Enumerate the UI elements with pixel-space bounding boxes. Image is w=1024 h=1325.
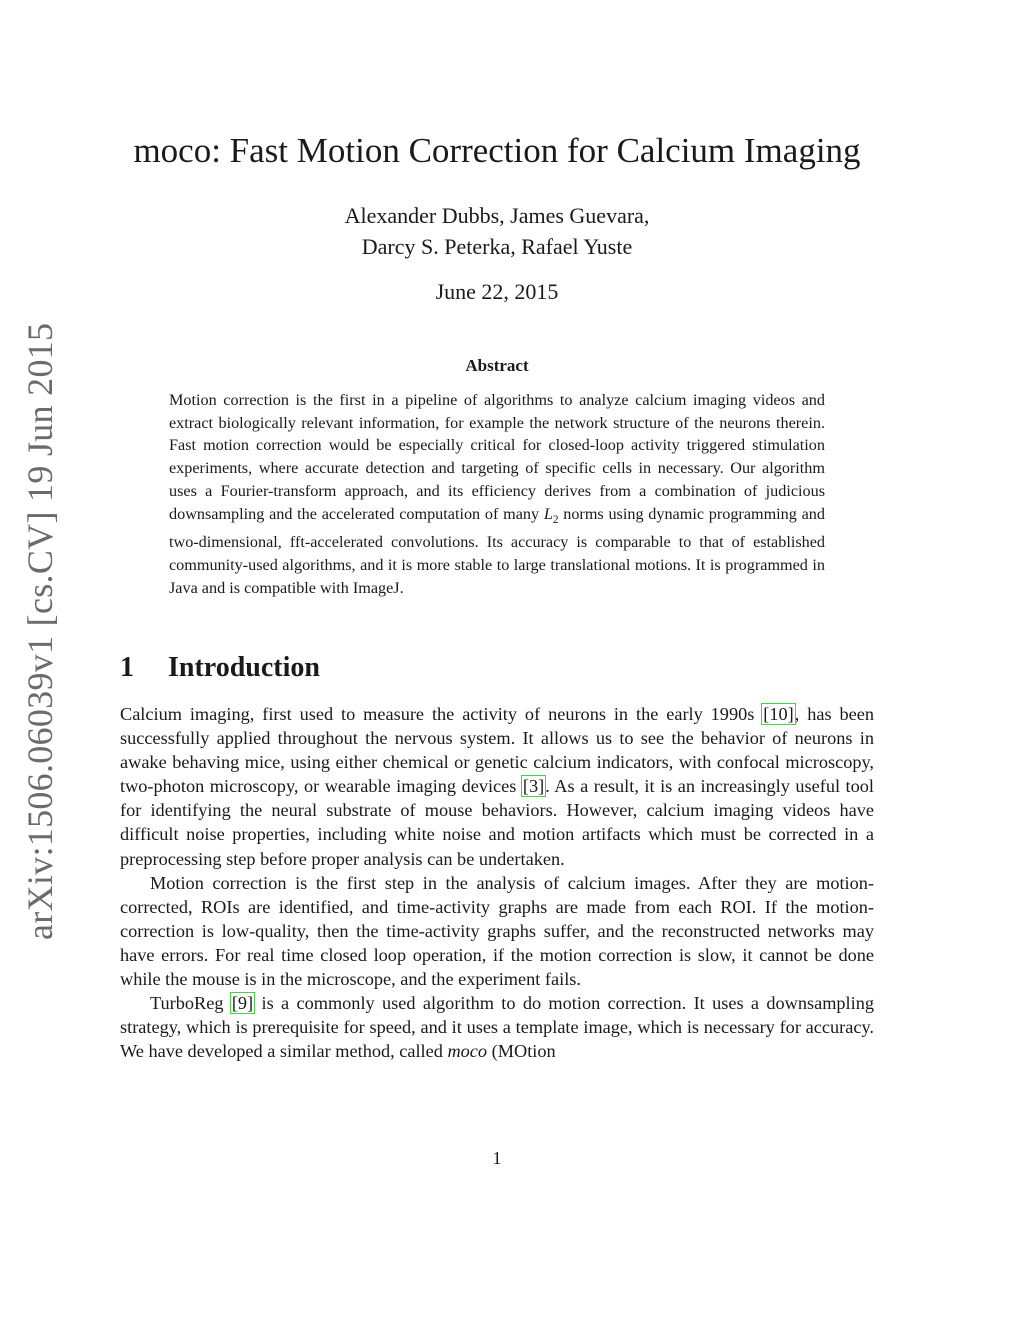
abstract-text-part-b: norms using dynamic programming and two-dimensional, fft-accelerated convolutions. Its accuracy is comparable to that of established community-used algorithms, and it is more stable to large translational motions. It is programmed in Java and is compatible with ImageJ. [169, 504, 825, 597]
citation-link-9[interactable]: [9] [231, 993, 254, 1014]
citation-link-3[interactable]: [3] [522, 776, 545, 797]
introduction-body [120, 702, 874, 1063]
section-number: 1 [120, 652, 134, 683]
abstract-text-part-a: Motion correction is the first in a pipeline of algorithms to analyze calcium imaging videos and extract biologically relevant information, for example the network structure of the neurons therein. Fast motion correction would be especially critical for closed-loop activity triggered stimulation experiments, where accurate detection and targeting of specific cells in necessary. Our algorithm uses a Fourier-transform approach, and its efficiency derives from a combination of judicious downsampling and the accelerated computation of many [169, 391, 825, 523]
l2-norm-symbol: $L_2$ [543, 504, 559, 526]
authors-line-1: Alexander Dubbs, James Guevara, [344, 203, 650, 228]
paragraph-2: Motion correction is the first step in the analysis of calcium images. After they are motion-corrected, ROIs are identified, and time-activity graphs are made from each ROI. If the motion-correction is low-quality, then the time-activity graphs suffer, and the reconstructed networks may have errors. For real time closed loop operation, if the motion correction is slow, it cannot be done while the mouse is in the microscope, and the experiment fails. [120, 872, 874, 990]
citation-link-10[interactable]: [10] [763, 704, 794, 724]
paper-title: moco: Fast Motion Correction for Calcium Imaging [133, 131, 861, 170]
moco-emphasis: moco [447, 1041, 488, 1062]
paragraph-3: TurboReg [9] is a commonly used algorithm to do motion correction. It uses a downsampling strategy, which is prerequisite for speed, and it uses a template image, which is necessary for accuracy. We have developed a similar method, called moco (MOtion [120, 993, 874, 1062]
page-number: 1 [492, 1148, 502, 1168]
arxiv-identifier-stamp: arXiv:1506.06039v1 [cs.CV] 19 Jun 2015 [20, 322, 60, 940]
section-heading-introduction [120, 648, 880, 688]
publication-date: June 22, 2015 [435, 279, 559, 304]
author-list [150, 200, 844, 262]
abstract-text [169, 389, 825, 600]
authors-line-2: Darcy S. Peterka, Rafael Yuste [361, 234, 633, 259]
paragraph-1: Calcium imaging, first used to measure the activity of neurons in the early 1990s [10], has been successfully applied throughout the nervous system. It allows us to see the behavior of neurons in awake behaving mice, using either chemical or genetic calcium indicators, with confocal microscopy, two-photon microscopy, or wearable imaging devices [3]. As a result, it is an increasingly useful tool for identifying the neural substrate of mouse behaviors. However, calcium imaging videos have difficult noise properties, including white noise and motion artifacts which must be corrected in a preprocessing step before proper analysis can be undertaken. [120, 704, 874, 869]
abstract-heading: Abstract [465, 356, 529, 375]
section-title: Introduction [168, 652, 320, 683]
